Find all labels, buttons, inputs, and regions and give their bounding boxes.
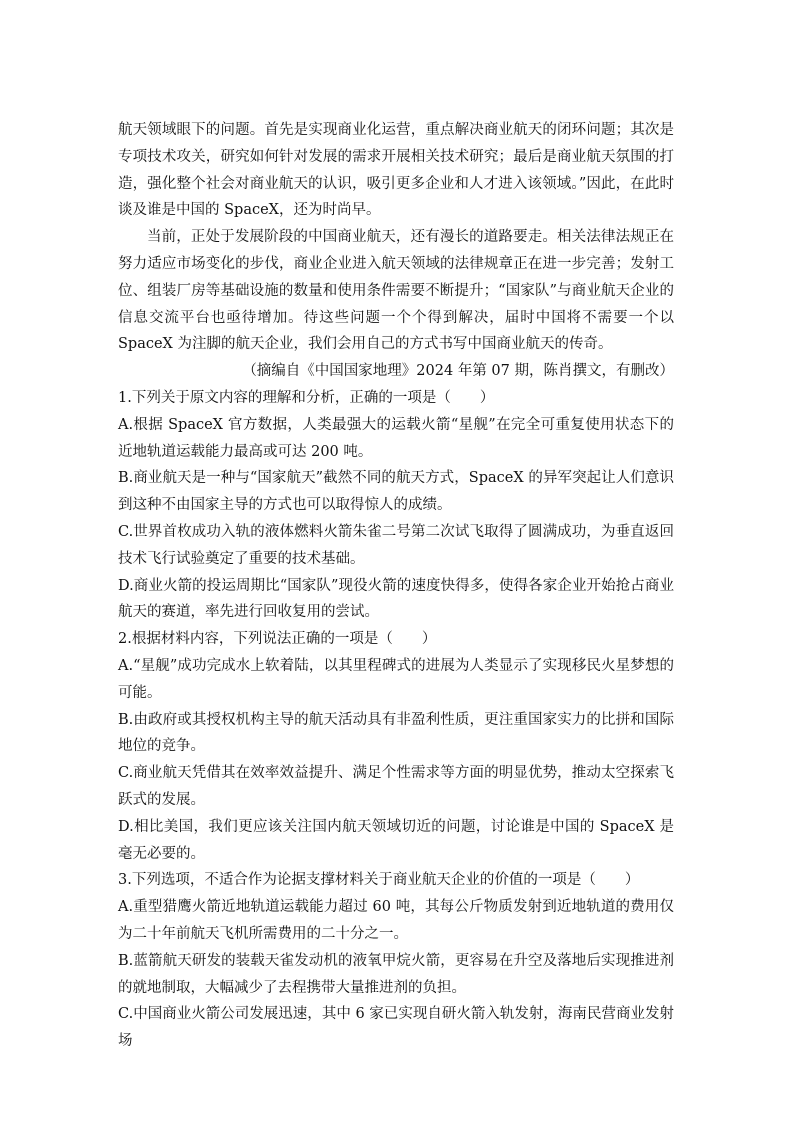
option-b: B.蓝箭航天研发的装载天雀发动机的液氧甲烷火箭，更容易在升空及落地后实现推进剂的就地制取，大幅减少了去程携带大量推进剂的负担。 (118, 952, 674, 996)
passage-paragraph-1: 航天领域眼下的问题。首先是实现商业化运营，重点解决商业航天的闭环问题；其次是专项技术攻关，研究如何针对发展的需求开展相关技术研究；最后是商业航天氛围的打造，强化整个社会对商业航天的认识，吸引更多企业和人才进入该领域。”因此，在此时谈及谁是中国的 SpaceX，还为时尚早。 (118, 122, 674, 219)
option-c: C.世界首枚成功入轨的液体燃料火箭朱雀二号第二次试飞取得了圆满成功，为垂直返回技术飞行试验奠定了重要的技术基础。 (118, 523, 674, 567)
option-a: A.根据 SpaceX 官方数据，人类最强大的运载火箭“星舰”在完全可重复使用状态下的近地轨道运载能力最高或可达 200 吨。 (118, 416, 674, 460)
option-c: C.中国商业火箭公司发展迅速，其中 6 家已实现自研火箭入轨发射，海南民营商业发射场 (118, 1006, 674, 1050)
option-a: A.“星舰”成功完成水上软着陆，以其里程碑式的进展为人类显示了实现移民火星梦想的可能。 (118, 657, 674, 701)
question-3 (118, 867, 674, 1055)
passage-paragraph-2: 当前，正处于发展阶段的中国商业航天，还有漫长的道路要走。相关法律法规正在努力适应市场变化的步伐，商业企业进入航天领域的法律规章正在进一步完善；发射工位、组装厂房等基础设施的数量和使用条件需要不断提升；“国家队”与商业航天企业的信息交流平台也亟待增加。待这些问题一个个得到解决，届时中国将不需要一个以 SpaceX 为注脚的航天企业，我们会用自己的方式书写中国商业航天的传奇。 (118, 229, 674, 353)
question-stem: 3.下列选项，不适合作为论据支撑材料关于商业航天企业的价值的一项是（ ） (118, 872, 640, 889)
source-citation: （摘编自《中国国家地理》2024 年第 07 期，陈肖撰文，有删改） (242, 363, 674, 380)
option-d: D.商业火箭的投运周期比“国家队”现役火箭的速度快得多，使得各家企业开始抢占商业航天的赛道，率先进行回收复用的尝试。 (118, 577, 674, 621)
question-stem: 1.下列关于原文内容的理解和分析，正确的一项是（ ） (118, 389, 495, 406)
option-c: C.商业航天凭借其在效率效益提升、满足个性需求等方面的明显优势，推动太空探索飞跃式的发展。 (118, 765, 674, 808)
option-b: B.由政府或其授权机构主导的航天活动具有非盈利性质，更注重国家实力的比拼和国际地位的竞争。 (118, 711, 674, 755)
document-page (118, 117, 674, 1055)
option-a: A.重型猎鹰火箭近地轨道运载能力超过 60 吨，其每公斤物质发射到近地轨道的费用仅为二十年前航天飞机所需费用的二十分之一。 (118, 899, 674, 942)
question-stem: 2.根据材料内容，下列说法正确的一项是（ ） (118, 631, 437, 648)
question-1 (118, 385, 674, 626)
option-d: D.相比美国，我们更应该关注国内航天领域切近的问题，讨论谁是中国的 SpaceX 是毫无必要的。 (118, 818, 674, 862)
question-2 (118, 626, 674, 867)
option-b: B.商业航天是一种与“国家航天”截然不同的航天方式，SpaceX 的异军突起让人们意识到这种不由国家主导的方式也可以取得惊人的成绩。 (118, 470, 674, 514)
